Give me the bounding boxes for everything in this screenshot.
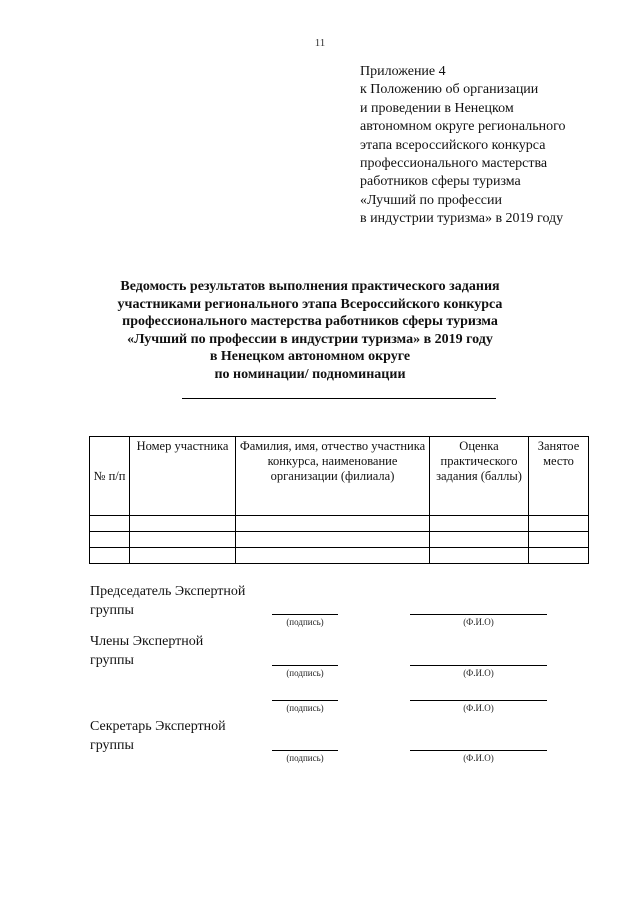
appendix-line: в индустрии туризма» в 2019 году xyxy=(360,211,564,227)
header-place: Занятое место xyxy=(529,437,589,516)
chair-signature-line xyxy=(272,614,338,615)
member2-signature-line xyxy=(272,700,338,701)
table-cell xyxy=(236,548,430,564)
title-line: «Лучший по профессии в индустрии туризма» в 2019 году xyxy=(127,331,493,347)
secretary-name-caption: (Ф.И.О) xyxy=(463,753,494,763)
title-line: Ведомость результатов выполнения практического задания xyxy=(120,279,500,294)
appendix-line: работников сферы туризма xyxy=(360,174,521,190)
secretary-label xyxy=(90,717,226,755)
title-line: участниками регионального этапа Всероссийского конкурса xyxy=(117,296,503,312)
chair-label xyxy=(90,582,245,620)
appendix-block xyxy=(360,63,630,229)
header-score: Оценка практического задания (баллы) xyxy=(430,437,529,516)
document-title xyxy=(60,278,560,384)
secretary-signature-caption: (подпись) xyxy=(286,753,324,763)
chair-label-line: Председатель Экспертной xyxy=(90,584,246,599)
header-participant-name: Фамилия, имя, отчество участника конкурса, наименование организации (филиала) xyxy=(236,437,430,516)
appendix-line: профессионального мастерства xyxy=(360,156,548,172)
members-label-line: группы xyxy=(90,653,134,668)
table-cell xyxy=(529,516,589,532)
appendix-line: «Лучший по профессии xyxy=(360,192,502,208)
members-label-line: Члены Экспертной xyxy=(90,634,204,649)
appendix-line: Приложение 4 xyxy=(360,64,446,79)
table-row xyxy=(90,532,589,548)
appendix-line: и проведении в Ненецком xyxy=(360,100,514,116)
header-number: № п/п xyxy=(90,437,130,516)
table-cell xyxy=(90,532,130,548)
table-cell xyxy=(236,532,430,548)
table-cell xyxy=(430,548,529,564)
results-table xyxy=(89,436,589,564)
header-participant-number: Номер участника xyxy=(130,437,236,516)
page-number: 11 xyxy=(314,37,326,49)
member1-signature-caption: (подпись) xyxy=(286,668,324,678)
member1-signature-line xyxy=(272,665,338,666)
table-cell xyxy=(430,532,529,548)
table-cell xyxy=(529,532,589,548)
appendix-line: автономном округе регионального xyxy=(360,119,566,135)
table-cell xyxy=(236,516,430,532)
table-cell xyxy=(90,548,130,564)
title-line: в Ненецком автономном округе xyxy=(209,349,411,365)
table-row xyxy=(90,548,589,564)
table-cell xyxy=(130,516,236,532)
secretary-label-line: группы xyxy=(90,738,134,753)
title-line: по номинации/ подноминации xyxy=(214,366,406,382)
table-cell xyxy=(130,548,236,564)
secretary-signature-line xyxy=(272,750,338,751)
nomination-blank-line xyxy=(182,398,496,399)
secretary-label-line: Секретарь Экспертной xyxy=(90,719,226,734)
chair-name-caption: (Ф.И.О) xyxy=(463,617,494,627)
member2-name-line xyxy=(410,700,547,701)
table-header-row xyxy=(90,437,589,516)
members-label xyxy=(90,632,203,670)
appendix-line: к Положению об организации xyxy=(360,82,539,98)
table-cell xyxy=(529,548,589,564)
chair-name-line xyxy=(410,614,547,615)
table-cell xyxy=(430,516,529,532)
appendix-line: этапа всероссийского конкурса xyxy=(360,137,546,153)
member1-name-caption: (Ф.И.О) xyxy=(463,668,494,678)
chair-label-line: группы xyxy=(90,603,134,618)
table-cell xyxy=(130,532,236,548)
title-line: профессионального мастерства работников сферы туризма xyxy=(122,314,498,330)
member2-name-caption: (Ф.И.О) xyxy=(463,703,494,713)
member2-signature-caption: (подпись) xyxy=(286,703,324,713)
chair-signature-caption: (подпись) xyxy=(286,617,324,627)
secretary-name-line xyxy=(410,750,547,751)
member1-name-line xyxy=(410,665,547,666)
table-row xyxy=(90,516,589,532)
table-cell xyxy=(90,516,130,532)
